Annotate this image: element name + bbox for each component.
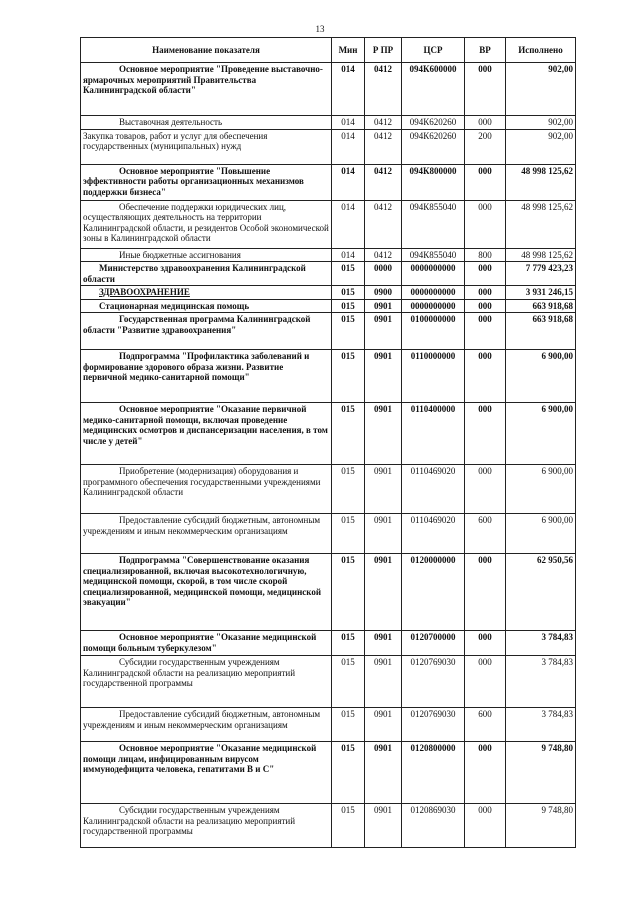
cell-name: Выставочная деятельность — [81, 116, 332, 130]
table-row — [81, 631, 576, 656]
cell-amount: 3 784,83 — [506, 708, 576, 742]
cell-vr: 600 — [465, 708, 506, 742]
cell-vr: 200 — [465, 129, 506, 164]
cell-vr: 600 — [465, 514, 506, 554]
cell-min: 014 — [332, 200, 365, 248]
table-row — [81, 262, 576, 286]
cell-rpr: 0901 — [365, 631, 402, 656]
cell-rpr: 0901 — [365, 313, 402, 350]
cell-min: 014 — [332, 248, 365, 262]
cell-rpr: 0000 — [365, 262, 402, 286]
cell-rpr: 0901 — [365, 742, 402, 804]
table-row — [81, 248, 576, 262]
table-row — [81, 554, 576, 631]
cell-amount: 48 998 125,62 — [506, 248, 576, 262]
cell-amount: 6 900,00 — [506, 403, 576, 465]
cell-amount: 902,00 — [506, 63, 576, 116]
cell-name: Стационарная медицинская помощь — [81, 299, 332, 313]
cell-min: 015 — [332, 514, 365, 554]
cell-csr: 0000000000 — [402, 286, 465, 300]
cell-name: Основное мероприятие "Повышение эффективности работы организационных механизмов поддержки бизнеса" — [81, 164, 332, 200]
cell-min: 015 — [332, 631, 365, 656]
cell-min: 015 — [332, 708, 365, 742]
cell-min: 014 — [332, 63, 365, 116]
cell-vr: 000 — [465, 554, 506, 631]
cell-name: Приобретение (модернизация) оборудования и программного обеспечения государственными учреждениями Калининградской области — [81, 465, 332, 514]
cell-amount: 3 931 246,15 — [506, 286, 576, 300]
cell-csr: 0120800000 — [402, 742, 465, 804]
cell-amount: 663 918,68 — [506, 299, 576, 313]
cell-min: 015 — [332, 286, 365, 300]
cell-min: 015 — [332, 403, 365, 465]
cell-rpr: 0901 — [365, 554, 402, 631]
cell-name: Министерство здравоохранения Калининградской области — [81, 262, 332, 286]
cell-csr: 0100000000 — [402, 313, 465, 350]
cell-min: 015 — [332, 313, 365, 350]
cell-min: 015 — [332, 656, 365, 708]
cell-vr: 000 — [465, 63, 506, 116]
cell-csr: 094К600000 — [402, 63, 465, 116]
table-row — [81, 63, 576, 116]
cell-name: Иные бюджетные ассигнования — [81, 248, 332, 262]
cell-name: Основное мероприятие "Оказание медицинской помощи больным туберкулезом" — [81, 631, 332, 656]
cell-vr: 000 — [465, 313, 506, 350]
table-body — [81, 63, 576, 848]
cell-csr: 0110400000 — [402, 403, 465, 465]
cell-min: 015 — [332, 262, 365, 286]
cell-name: Основное мероприятие "Оказание первичной медико-санитарной помощи, включая проведение медицинских осмотров и диспансеризации населения, в том числе у детей" — [81, 403, 332, 465]
cell-csr: 094К620260 — [402, 116, 465, 130]
cell-rpr: 0412 — [365, 116, 402, 130]
cell-vr: 000 — [465, 656, 506, 708]
cell-rpr: 0412 — [365, 248, 402, 262]
cell-name: Основное мероприятие "Оказание медицинской помощи лицам, инфицированным вирусом иммунодефицита человека, гепатитами В и С" — [81, 742, 332, 804]
cell-vr: 000 — [465, 631, 506, 656]
cell-rpr: 0412 — [365, 164, 402, 200]
cell-vr: 000 — [465, 742, 506, 804]
cell-csr: 094К620260 — [402, 129, 465, 164]
table-row — [81, 350, 576, 403]
cell-csr: 0120769030 — [402, 656, 465, 708]
cell-name: Подпрограмма "Совершенствование оказания специализированной, включая высокотехнологичную, медицинской помощи, скорой, в том числе скорой специализированной, медицинской помощи, медицинской эвакуации" — [81, 554, 332, 631]
cell-csr: 0120700000 — [402, 631, 465, 656]
cell-csr: 0110000000 — [402, 350, 465, 403]
cell-min: 014 — [332, 164, 365, 200]
header-name: Наименование показателя — [81, 38, 332, 63]
table-row — [81, 708, 576, 742]
cell-rpr: 0901 — [365, 708, 402, 742]
cell-rpr: 0901 — [365, 656, 402, 708]
cell-csr: 0110469020 — [402, 514, 465, 554]
cell-amount: 663 918,68 — [506, 313, 576, 350]
cell-amount: 62 950,56 — [506, 554, 576, 631]
cell-csr: 094К855040 — [402, 248, 465, 262]
page-number: 13 — [315, 24, 325, 34]
cell-rpr: 0412 — [365, 129, 402, 164]
cell-name: Обеспечение поддержки юридических лиц, осуществляющих деятельность на территории Калининградской области, и резидентов Особой экономической зоны в Калининградской области — [81, 200, 332, 248]
cell-rpr: 0412 — [365, 63, 402, 116]
cell-amount: 902,00 — [506, 129, 576, 164]
table-row — [81, 742, 576, 804]
cell-min: 015 — [332, 804, 365, 848]
table-row — [81, 514, 576, 554]
cell-name: Субсидии государственным учреждениям Калининградской области на реализацию мероприятий государственной программы — [81, 804, 332, 848]
table-row — [81, 804, 576, 848]
cell-rpr: 0901 — [365, 350, 402, 403]
cell-amount: 902,00 — [506, 116, 576, 130]
cell-csr: 0110469020 — [402, 465, 465, 514]
cell-vr: 000 — [465, 116, 506, 130]
cell-amount: 6 900,00 — [506, 350, 576, 403]
cell-name: Подпрограмма "Профилактика заболеваний и формирование здорового образа жизни. Развитие первичной медико-санитарной помощи" — [81, 350, 332, 403]
table-row — [81, 403, 576, 465]
cell-min: 015 — [332, 465, 365, 514]
cell-rpr: 0901 — [365, 804, 402, 848]
cell-name: Основное мероприятие "Проведение выставочно-ярмарочных мероприятий Правительства Калининградской области" — [81, 63, 332, 116]
table-row — [81, 299, 576, 313]
cell-amount: 7 779 423,23 — [506, 262, 576, 286]
cell-name: Субсидии государственным учреждениям Калининградской области на реализацию мероприятий государственной программы — [81, 656, 332, 708]
table-row — [81, 656, 576, 708]
table-row — [81, 200, 576, 248]
cell-name: Предоставление субсидий бюджетным, автономным учреждениям и иным некоммерческим организациям — [81, 514, 332, 554]
cell-min: 015 — [332, 350, 365, 403]
cell-amount: 3 784,83 — [506, 656, 576, 708]
table-row — [81, 129, 576, 164]
cell-csr: 0120869030 — [402, 804, 465, 848]
cell-vr: 000 — [465, 350, 506, 403]
cell-amount: 3 784,83 — [506, 631, 576, 656]
cell-csr: 0000000000 — [402, 299, 465, 313]
cell-rpr: 0901 — [365, 514, 402, 554]
cell-name: Предоставление субсидий бюджетным, автономным учреждениям и иным некоммерческим организациям — [81, 708, 332, 742]
cell-rpr: 0901 — [365, 299, 402, 313]
cell-vr: 000 — [465, 465, 506, 514]
cell-amount: 48 998 125,62 — [506, 200, 576, 248]
cell-min: 014 — [332, 129, 365, 164]
table-row — [81, 116, 576, 130]
cell-csr: 094К855040 — [402, 200, 465, 248]
cell-rpr: 0412 — [365, 200, 402, 248]
cell-amount: 6 900,00 — [506, 465, 576, 514]
table-row — [81, 465, 576, 514]
cell-rpr: 0900 — [365, 286, 402, 300]
header-csr: ЦСР — [402, 38, 465, 63]
cell-vr: 000 — [465, 286, 506, 300]
cell-name: ЗДРАВООХРАНЕНИЕ — [81, 286, 332, 300]
cell-vr: 000 — [465, 299, 506, 313]
cell-amount: 48 998 125,62 — [506, 164, 576, 200]
cell-rpr: 0901 — [365, 465, 402, 514]
cell-amount: 9 748,80 — [506, 804, 576, 848]
table-row — [81, 286, 576, 300]
header-vr: ВР — [465, 38, 506, 63]
table-header-row — [81, 38, 576, 63]
cell-vr: 000 — [465, 200, 506, 248]
cell-amount: 6 900,00 — [506, 514, 576, 554]
budget-table — [80, 37, 576, 848]
cell-name: Государственная программа Калининградской области "Развитие здравоохранения" — [81, 313, 332, 350]
header-rpr: Р ПР — [365, 38, 402, 63]
cell-vr: 000 — [465, 262, 506, 286]
cell-min: 015 — [332, 554, 365, 631]
cell-vr: 800 — [465, 248, 506, 262]
header-min: Мин — [332, 38, 365, 63]
cell-csr: 0120769030 — [402, 708, 465, 742]
table-row — [81, 313, 576, 350]
cell-name: Закупка товаров, работ и услуг для обеспечения государственных (муниципальных) нужд — [81, 129, 332, 164]
cell-vr: 000 — [465, 804, 506, 848]
cell-csr: 094К800000 — [402, 164, 465, 200]
cell-vr: 000 — [465, 403, 506, 465]
cell-min: 015 — [332, 299, 365, 313]
cell-rpr: 0901 — [365, 403, 402, 465]
cell-amount: 9 748,80 — [506, 742, 576, 804]
table-row — [81, 164, 576, 200]
cell-csr: 0000000000 — [402, 262, 465, 286]
cell-min: 015 — [332, 742, 365, 804]
cell-csr: 0120000000 — [402, 554, 465, 631]
header-amount: Исполнено — [506, 38, 576, 63]
cell-vr: 000 — [465, 164, 506, 200]
cell-min: 014 — [332, 116, 365, 130]
